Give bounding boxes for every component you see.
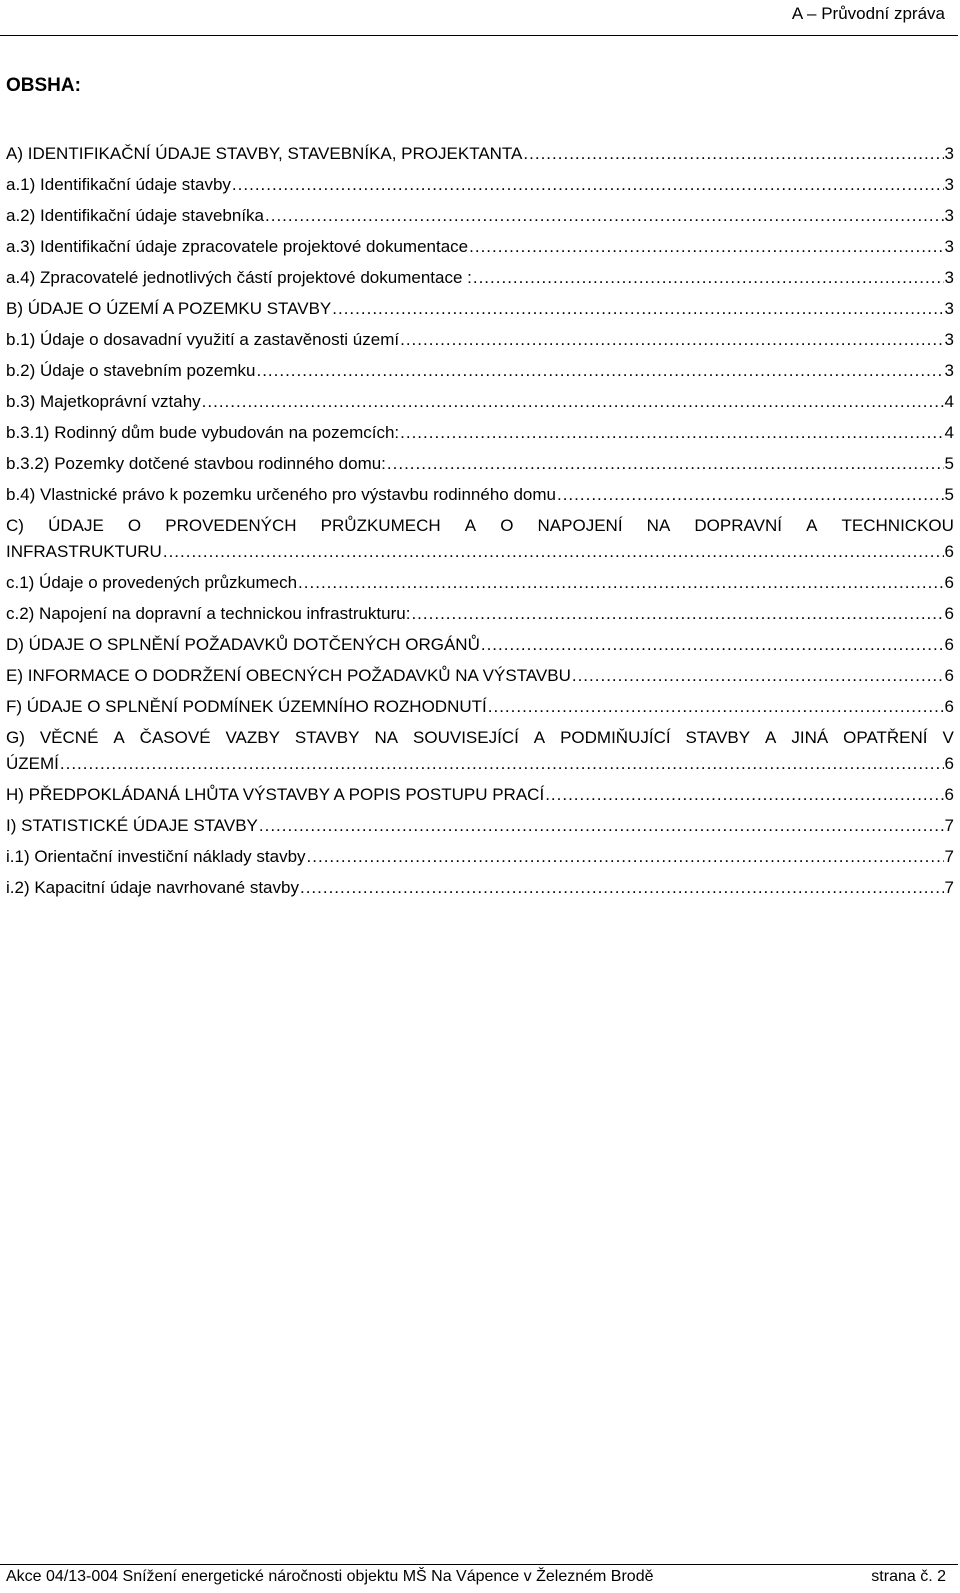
toc-leader-dots (307, 844, 944, 870)
toc-item-page: 4 (944, 423, 954, 442)
toc-item-label: E) INFORMACE O DODRŽENÍ OBECNÝCH POŽADAVKŮ NA VÝSTAVBU (6, 666, 571, 685)
page-header: A – Průvodní zpráva (791, 4, 945, 23)
toc-item[interactable] (6, 813, 954, 839)
toc-item[interactable] (6, 265, 954, 291)
toc-item-page: 6 (944, 542, 954, 561)
toc-item-wrapped[interactable] (6, 513, 954, 565)
toc-item[interactable] (6, 327, 954, 353)
toc-word: PROVEDENÝCH (165, 516, 297, 535)
toc-leader-dots (298, 570, 943, 596)
toc-word: OPATŘENÍ (843, 728, 928, 747)
toc-leader-dots (523, 141, 943, 167)
toc-word: TECHNICKOU (841, 516, 954, 535)
toc-leader-dots (332, 296, 943, 322)
toc-item-wrapped[interactable] (6, 725, 954, 777)
toc-item[interactable] (6, 482, 954, 508)
toc-word: O (500, 516, 514, 535)
toc-leader-dots (256, 358, 943, 384)
toc-leader-dots (572, 663, 944, 689)
toc-word: ČASOVÉ (139, 728, 211, 747)
toc-item-label: b.4) Vlastnické právo k pozemku určeného pro výstavbu rodinného domu (6, 485, 556, 504)
toc-item-label: c.1) Údaje o provedených průzkumech (6, 573, 298, 592)
toc-item[interactable] (6, 570, 954, 596)
toc-word: PRŮZKUMECH (320, 516, 441, 535)
toc-leader-dots (481, 632, 944, 658)
toc-item-label: b.1) Údaje o dosavadní využití a zastavěnosti území (6, 330, 400, 349)
toc-word: A (464, 516, 477, 535)
toc-item-page: 3 (944, 206, 954, 225)
footer-page-number: strana č. 2 (871, 1568, 946, 1585)
toc-item[interactable] (6, 782, 954, 808)
toc-item-page: 3 (944, 175, 954, 194)
toc-item[interactable] (6, 420, 954, 446)
toc-word: PODMIŇUJÍCÍ (560, 728, 671, 747)
header-rule (0, 35, 958, 36)
toc-item-page: 7 (944, 847, 954, 866)
toc-item-label: A) IDENTIFIKAČNÍ ÚDAJE STAVBY, STAVEBNÍKA, PROJEKTANTA (6, 144, 523, 163)
toc-word: A (806, 516, 818, 535)
toc-item[interactable] (6, 632, 954, 658)
toc-item-page: 5 (944, 454, 954, 473)
toc-item[interactable] (6, 451, 954, 477)
toc-item[interactable] (6, 141, 954, 167)
toc-item-label: B) ÚDAJE O ÚZEMÍ A POZEMKU STAVBY (6, 299, 332, 318)
toc-word: NA (646, 516, 671, 535)
toc-item[interactable] (6, 358, 954, 384)
toc-item-label: c.2) Napojení na dopravní a technickou infrastrukturu: (6, 604, 411, 623)
toc-leader-dots (265, 203, 944, 229)
toc-word: DOPRAVNÍ (694, 516, 782, 535)
toc-item[interactable] (6, 234, 954, 260)
toc-leader-dots (545, 782, 943, 808)
toc-item-label-line2: ÚZEMÍ (6, 754, 59, 773)
footer-project: Akce 04/13-004 Snížení energetické náročnosti objektu MŠ Na Vápence v Železném Brodě (6, 1568, 654, 1585)
toc-word: STAVBY (294, 728, 360, 747)
toc-item-label: i.2) Kapacitní údaje navrhované stavby (6, 878, 299, 897)
toc-word: JINÁ (791, 728, 829, 747)
toc-word: NAPOJENÍ (537, 516, 623, 535)
toc-item-page: 7 (944, 816, 954, 835)
toc-item-page: 4 (944, 392, 954, 411)
toc-item-page: 6 (944, 573, 954, 592)
toc-leader-dots (473, 265, 944, 291)
toc-leader-dots (557, 482, 944, 508)
toc-item-page: 3 (944, 268, 954, 287)
toc-item[interactable] (6, 601, 954, 627)
toc-item-label: a.3) Identifikační údaje zpracovatele projektové dokumentace (6, 237, 469, 256)
toc-item-label: I) STATISTICKÉ ÚDAJE STAVBY (6, 816, 258, 835)
toc-item-label: F) ÚDAJE O SPLNĚNÍ PODMÍNEK ÚZEMNÍHO ROZHODNUTÍ (6, 697, 487, 716)
toc-item[interactable] (6, 694, 954, 720)
toc-item-page: 3 (944, 237, 954, 256)
toc-item[interactable] (6, 172, 954, 198)
toc-title: OBSHA: (6, 75, 81, 96)
toc-word: VAZBY (225, 728, 280, 747)
toc-item[interactable] (6, 296, 954, 322)
toc-item[interactable] (6, 663, 954, 689)
toc-item-label-line1 (6, 513, 954, 539)
toc-leader-dots (259, 813, 944, 839)
toc-word: SOUVISEJÍCÍ (413, 728, 519, 747)
toc-item-page: 6 (944, 666, 954, 685)
toc-item-label: b.3.2) Pozemky dotčené stavbou rodinného domu: (6, 454, 386, 473)
footer-rule (0, 1564, 958, 1565)
toc-word: VĚCNÉ (39, 728, 99, 747)
toc-item-page: 3 (944, 299, 954, 318)
toc-item-label: b.3.1) Rodinný dům bude vybudován na pozemcích: (6, 423, 400, 442)
toc-word: ÚDAJE (48, 516, 104, 535)
toc-leader-dots (232, 172, 944, 198)
toc-item-label: a.2) Identifikační údaje stavebníka (6, 206, 264, 225)
toc-item[interactable] (6, 389, 954, 415)
toc-item-label: H) PŘEDPOKLÁDANÁ LHŮTA VÝSTAVBY A POPIS POSTUPU PRACÍ (6, 785, 545, 804)
toc-word: A (765, 728, 777, 747)
toc-leader-dots (60, 751, 944, 777)
toc-leader-dots (411, 601, 943, 627)
toc-leader-dots (488, 694, 944, 720)
toc-leader-dots (400, 420, 943, 446)
toc-word: NA (374, 728, 399, 747)
toc-word: A (113, 728, 125, 747)
toc-item[interactable] (6, 203, 954, 229)
page-footer (6, 1566, 946, 1588)
toc-word: V (942, 728, 954, 747)
toc-item-page: 3 (944, 144, 954, 163)
toc-word: STAVBY (685, 728, 751, 747)
toc-leader-dots (387, 451, 944, 477)
toc-item-page: 6 (944, 785, 954, 804)
toc-item-page: 6 (944, 604, 954, 623)
toc-item-label: a.1) Identifikační údaje stavby (6, 175, 231, 194)
toc-leader-dots (163, 539, 944, 565)
toc-item-page: 6 (944, 697, 954, 716)
toc-item[interactable] (6, 844, 954, 870)
toc-item-label: D) ÚDAJE O SPLNĚNÍ POŽADAVKŮ DOTČENÝCH ORGÁNŮ (6, 635, 480, 654)
toc-item-page: 3 (944, 330, 954, 349)
toc-word: O (127, 516, 142, 535)
toc-item-page: 5 (944, 485, 954, 504)
toc-leader-dots (300, 875, 944, 901)
toc-item-page: 7 (944, 878, 954, 897)
toc-word: G) (6, 728, 25, 747)
toc-leader-dots (400, 327, 943, 353)
toc-item[interactable] (6, 875, 954, 901)
toc-item-label: i.1) Orientační investiční náklady stavby (6, 847, 306, 866)
toc-item-page: 6 (944, 635, 954, 654)
toc-item-label: b.3) Majetkoprávní vztahy (6, 392, 201, 411)
toc-item-page: 6 (944, 754, 954, 773)
toc-word: A (533, 728, 546, 747)
table-of-contents (6, 141, 954, 906)
toc-item-label-line1 (6, 725, 954, 751)
toc-leader-dots (469, 234, 943, 260)
toc-leader-dots (202, 389, 944, 415)
toc-word: C) (6, 516, 24, 535)
toc-item-page: 3 (944, 361, 954, 380)
toc-item-label-line2: INFRASTRUKTURU (6, 542, 162, 561)
toc-item-label: b.2) Údaje o stavebním pozemku (6, 361, 256, 380)
toc-item-label: a.4) Zpracovatelé jednotlivých částí projektové dokumentace : (6, 268, 472, 287)
